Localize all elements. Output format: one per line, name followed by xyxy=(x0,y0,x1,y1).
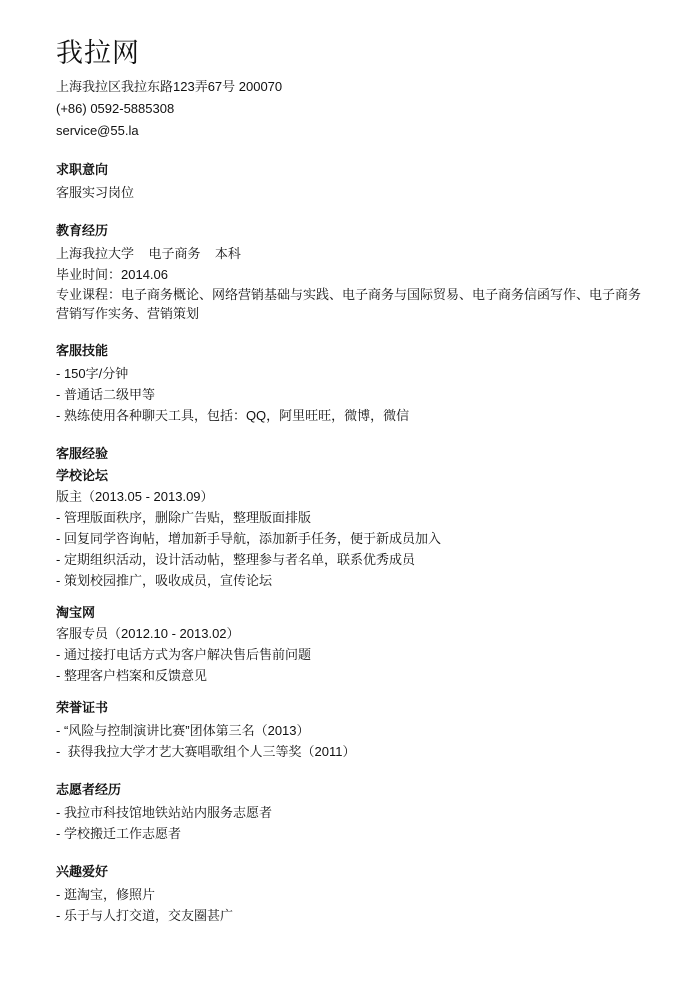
list-item: - 逛淘宝，修照片 xyxy=(56,887,155,902)
education-title: 教育经历 xyxy=(56,223,109,238)
hobbies-section xyxy=(56,862,646,926)
experience-org: 学校论坛 xyxy=(56,468,109,483)
list-item: - 我拉市科技馆地铁站站内服务志愿者 xyxy=(56,805,272,820)
list-item: - 学校搬迁工作志愿者 xyxy=(56,826,181,841)
address: 上海我拉区我拉东路123弄67号 200070 xyxy=(56,79,283,94)
list-item: - 定期组织活动，设计活动帖，整理参与者名单，联系优秀成员 xyxy=(56,552,415,567)
experience-section xyxy=(56,444,646,686)
list-item: - 回复同学咨询帖，增加新手导航，添加新手任务，便于新成员加入 xyxy=(56,531,441,546)
list-item: - “风险与控制演讲比赛”团体第三名（2013） xyxy=(56,723,310,738)
experience-role: 客服专员（2012.10 - 2013.02） xyxy=(56,626,240,641)
list-item: - 150字/分钟 xyxy=(56,366,129,381)
experience-entry-forum xyxy=(56,466,646,591)
resume-page xyxy=(56,36,646,926)
list-item: - 普通话二级甲等 xyxy=(56,387,155,402)
experience-title: 客服经验 xyxy=(56,446,109,461)
list-item: - 熟练使用各种聊天工具，包括：QQ，阿里旺旺，微博，微信 xyxy=(56,408,410,423)
objective-value: 客服实习岗位 xyxy=(56,185,135,200)
email-address: service@55.la xyxy=(56,123,139,138)
objective-section xyxy=(56,160,646,203)
skills-section xyxy=(56,341,646,426)
list-item: - 管理版面秩序，删除广告贴，整理版面排版 xyxy=(56,510,311,525)
experience-org: 淘宝网 xyxy=(56,605,96,620)
honors-section xyxy=(56,698,646,762)
list-item: - 通过接打电话方式为客户解决售后售前问题 xyxy=(56,647,311,662)
hobbies-title: 兴趣爱好 xyxy=(56,864,109,879)
honors-title: 荣誉证书 xyxy=(56,700,109,715)
skills-title: 客服技能 xyxy=(56,343,109,358)
education-graduation: 毕业时间：2014.06 xyxy=(56,267,168,282)
phone-number: (+86) 0592-5885308 xyxy=(56,101,175,116)
list-item: - 整理客户档案和反馈意见 xyxy=(56,668,207,683)
education-school: 上海我拉大学 电子商务 本科 xyxy=(56,246,241,261)
education-section xyxy=(56,221,646,323)
volunteer-title: 志愿者经历 xyxy=(56,782,122,797)
resume-header xyxy=(56,36,646,142)
list-item: - 策划校园推广，吸收成员，宣传论坛 xyxy=(56,573,272,588)
candidate-name: 我拉网 xyxy=(56,38,140,68)
objective-title: 求职意向 xyxy=(56,162,109,177)
list-item: - 乐于与人打交道，交友圈甚广 xyxy=(56,908,233,923)
experience-role: 版主（2013.05 - 2013.09） xyxy=(56,489,214,504)
list-item: - 获得我拉大学才艺大赛唱歌组个人三等奖（2011） xyxy=(56,744,356,759)
volunteer-section xyxy=(56,780,646,844)
experience-entry-taobao xyxy=(56,603,646,686)
education-courses: 专业课程：电子商务概论、网络营销基础与实践、电子商务与国际贸易、电子商务信函写作、电子商务营销写作实务、营销策划 xyxy=(56,287,642,321)
